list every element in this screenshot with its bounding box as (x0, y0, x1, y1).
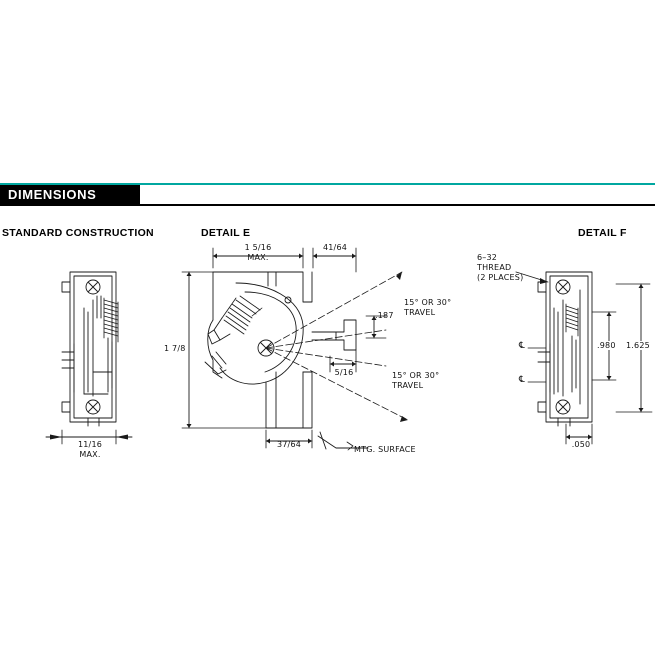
dim-detail-f-inner-height-value: .980 (597, 341, 616, 350)
page-title: DIMENSIONS (8, 187, 97, 202)
dim-detail-e-overall-height-value: 1 7/8 (164, 344, 186, 353)
note-detail-e-travel-upper-label: TRAVEL (404, 308, 436, 317)
note-detail-f-thread-label: THREAD (477, 263, 512, 272)
dim-detail-e-bottom-width-value: 37/64 (276, 440, 302, 449)
centerline-symbol-left-icon: ℄ (519, 341, 525, 351)
note-detail-e-mounting-surface: MTG. SURFACE (354, 445, 416, 454)
section-caption-detail-e: DETAIL E (201, 227, 251, 239)
detail-e-drawing (182, 248, 408, 450)
dim-standard-width-max-value: 11/16 (77, 440, 103, 449)
dim-standard-width-max-note: MAX. (79, 450, 101, 459)
note-detail-e-travel-lower-label: TRAVEL (392, 381, 424, 390)
note-detail-e-travel-upper-angle: 15° OR 30° (404, 298, 452, 307)
note-detail-f-thread-size: 6–32 (477, 253, 498, 262)
dim-detail-f-outer-height-value: 1.625 (626, 341, 650, 350)
section-caption-standard-construction: STANDARD CONSTRUCTION (2, 227, 154, 239)
dim-detail-e-lever-offset-value: 5/16 (334, 368, 354, 377)
dim-detail-e-top-width-note: MAX. (247, 253, 269, 262)
note-detail-f-thread-places: (2 PLACES) (477, 273, 524, 282)
dim-detail-e-top-width-value: 1 5/16 (244, 243, 272, 252)
note-detail-e-travel-lower-angle: 15° OR 30° (392, 371, 440, 380)
dim-detail-e-travel-offset-value: .187 (375, 311, 394, 320)
standard-construction-drawing (46, 272, 132, 444)
section-caption-detail-f: DETAIL F (578, 227, 627, 239)
dim-detail-e-top-right-width-value: 41/64 (322, 243, 348, 252)
dim-detail-f-depth-value: .050 (571, 440, 591, 449)
centerline-symbol-right-icon: ℄ (519, 375, 525, 385)
detail-f-drawing (516, 272, 652, 444)
